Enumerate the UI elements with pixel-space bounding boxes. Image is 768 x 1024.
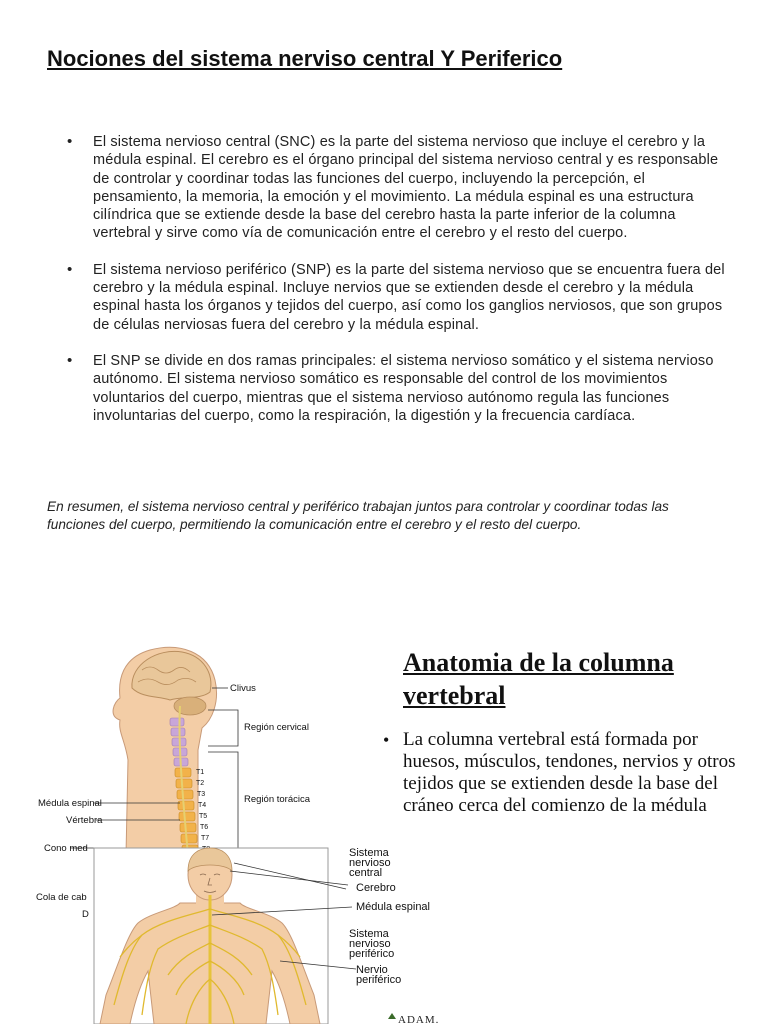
label-cono: Cono med — [44, 843, 88, 854]
tag-t7: T7 — [201, 835, 210, 842]
label-snc-3: central — [349, 867, 383, 879]
label-region-cervical: Región cervical — [244, 722, 309, 733]
label-nervio-2: periférico — [356, 974, 402, 986]
anatomy-bullet-list — [383, 729, 753, 817]
label-nervio-1: Nervio — [356, 964, 388, 976]
tag-t1: T1 — [196, 769, 205, 776]
label-snp-2: nervioso — [349, 938, 391, 950]
anatomy-bullet: • La columna vertebral está formada por huesos, músculos, tendones, nervios y otros tejidos que se extienden desde la base del cráneo cerca del comienzo de la médula — [383, 729, 753, 817]
label-snp-1: Sistema — [349, 928, 389, 940]
tag-t4: T4 — [198, 802, 207, 809]
bullet-list — [47, 133, 727, 443]
summary-paragraph: En resumen, el sistema nervioso central y periférico trabajan juntos para controlar y coordinar todas las funciones del cuerpo, permitiendo la comunicación entre el cerebro y el resto del cuerpo. — [47, 499, 669, 532]
tag-t3: T3 — [197, 791, 206, 798]
bullet-snp-branches: • El SNP se divide en dos ramas principales: el sistema nervioso somático y el sistema nervioso autónomo. El sistema nervioso somático es responsable del control de los movimientos voluntarios del cuerpo, mientras que el sistema nervioso autónomo regula las funciones involuntarias del cuerpo, como la respiración, la digestión y la frecuencia cardíaca. — [47, 352, 727, 425]
bullet-snc: • El sistema nervioso central (SNC) es la parte del sistema nervioso que incluye el cerebro y la médula espinal. El cerebro es el órgano principal del sistema nervioso central y es responsable de controlar y coordinar todas las funciones del cuerpo, incluyendo la percepción, el pensamiento, la memoria, la emoción y el movimiento. La médula espinal es una estructura cilíndrica que se extiende desde la base del cerebro hasta la parte inferior de la columna vertebral y sirve como vía de comunicación entre el cerebro y el resto del cuerpo. — [47, 133, 727, 243]
label-region-toracica: Región torácica — [244, 794, 311, 805]
label-snc-2: nervioso — [349, 857, 391, 869]
tag-t6: T6 — [200, 824, 209, 831]
label-d: D — [82, 909, 89, 920]
spine-illustration — [30, 640, 350, 860]
logo-text: ADAM. — [398, 1014, 440, 1024]
tag-t5: T5 — [199, 813, 208, 820]
label-clivus: Clivus — [230, 683, 256, 694]
label-vertebra: Vértebra — [66, 815, 103, 826]
label-cola: Cola de cab — [36, 892, 87, 903]
anatomy-title: Anatomia de la columna vertebral — [403, 648, 674, 710]
tag-t2: T2 — [196, 780, 205, 787]
bullet-snp: • El sistema nervioso periférico (SNP) es la parte del sistema nervioso que se encuentra fuera del cerebro y la médula espinal. Incluye nervios que se extienden desde el cerebro y la médula espinal hasta los órganos y tejidos del cuerpo, así como los ganglios nerviosos, que son grupos de células nerviosas fuera del cerebro y la médula espinal. — [47, 261, 727, 334]
label-snc-1: Sistema — [349, 847, 389, 859]
label-medula-espinal: Médula espinal — [38, 798, 102, 809]
label-cerebro: Cerebro — [356, 882, 396, 894]
page-title: Nociones del sistema nerviso central Y Periferico — [47, 46, 563, 71]
label-medula: Médula espinal — [356, 901, 430, 913]
nervous-system-illustration — [30, 845, 470, 1024]
adam-logo — [388, 1013, 439, 1024]
label-snp-3: periférico — [349, 948, 395, 960]
